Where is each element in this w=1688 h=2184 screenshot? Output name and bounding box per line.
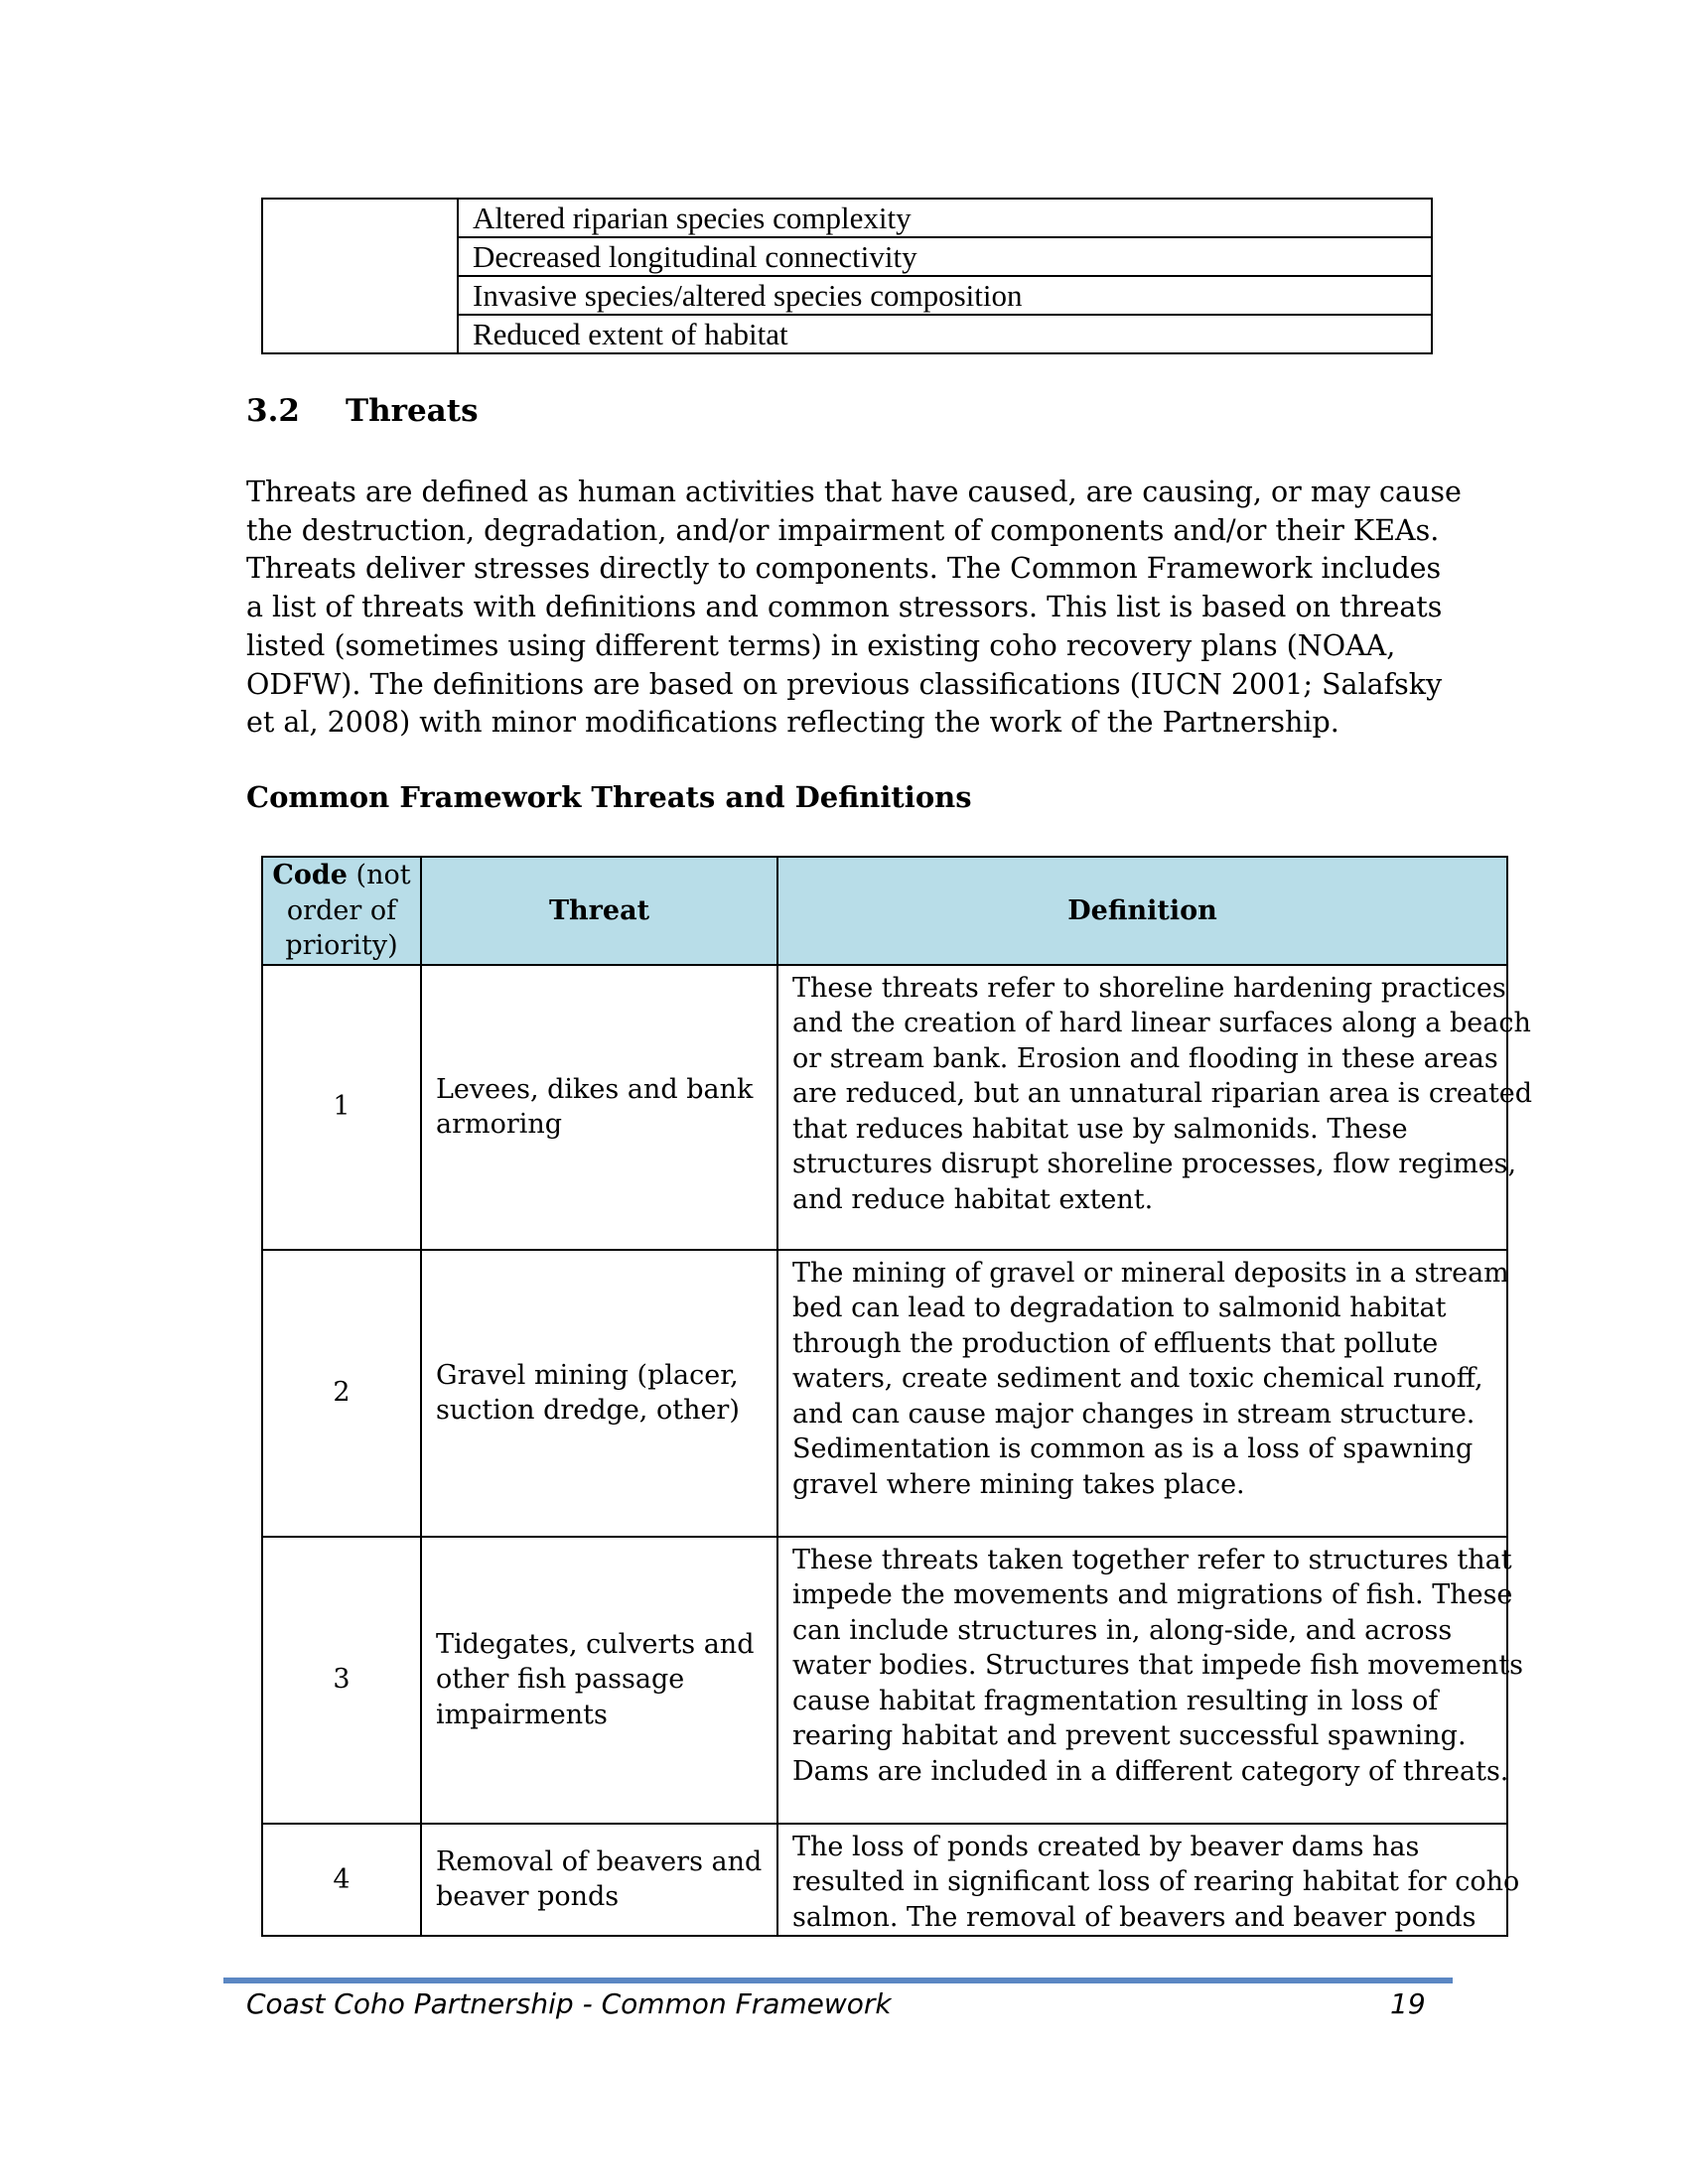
table-row [262,965,1507,1250]
table-cell: Invasive species/altered species composition [458,276,1432,315]
footer-rule [223,1978,1453,1983]
intro-paragraph [246,474,1462,743]
threat-line: armoring [436,1109,563,1140]
threat-line: other fish passage [436,1664,685,1696]
code-cell: 3 [262,1537,421,1824]
threat-cell [421,1537,777,1824]
paragraph-line: the destruction, degradation, and/or impairment of components and/or their KEAs. [246,513,1440,547]
table-title: Common Framework Threats and Definitions [246,780,972,814]
definition-line: Sedimentation is common as is a loss of spawning [792,1433,1474,1464]
section-heading [246,393,479,429]
definition-line: Dams are included in a different category of threats. [792,1755,1509,1787]
code-cell: 1 [262,965,421,1250]
definition-line: and reduce habitat extent. [792,1183,1154,1215]
threat-cell [421,965,777,1250]
definition-line: bed can lead to degradation to salmonid habitat [792,1293,1447,1323]
definition-line: salmon. The removal of beavers and beaver ponds [792,1901,1477,1933]
definition-line: The mining of gravel or mineral deposits in a stream [792,1257,1509,1289]
section-title: Threats [346,393,479,429]
section-number: 3.2 [246,393,300,429]
paragraph-line: Threats are defined as human activities that have caused, are causing, or may cause [246,476,1462,508]
table-row [262,1824,1507,1937]
definition-line: waters, create sediment and toxic chemical runoff, [792,1363,1483,1394]
definition-cell [777,965,1533,1250]
definition-line: and the creation of hard linear surfaces along a beach [792,1008,1531,1038]
header-code-bold: Code [272,860,348,890]
definition-line: impede the movements and migrations of fish. These [792,1579,1513,1610]
code-cell: 2 [262,1250,421,1537]
table-row [262,1250,1507,1537]
table-row [262,199,1432,237]
definition-line: can include structures in, along-side, and across [792,1614,1453,1646]
code-cell: 4 [262,1824,421,1937]
definition-line: and can cause major changes in stream structure. [792,1398,1476,1430]
definition-line: The loss of ponds created by beaver dams has [792,1831,1420,1862]
definition-line: These threats taken together refer to structures that [792,1544,1512,1575]
table-header-row [262,857,1507,965]
definition-cell [777,1537,1524,1824]
definition-cell [777,1824,1520,1937]
threat-line: beaver ponds [436,1881,620,1913]
threats-table [261,856,1533,1937]
header-code-line2: order of [286,894,397,926]
threat-line: Removal of beavers and [436,1845,763,1877]
definition-line: that reduces habitat use by salmonids. These [792,1113,1408,1145]
paragraph-line: Threats deliver stresses directly to components. The Common Framework includes [246,552,1442,586]
threat-line: suction dredge, other) [436,1395,740,1426]
definition-line: or stream bank. Erosion and flooding in these areas [792,1042,1498,1074]
table-row [262,1537,1507,1824]
threat-cell [421,1824,777,1937]
header-code-rest: (not [347,860,411,890]
threat-line: impairments [436,1699,608,1730]
threat-cell [421,1250,777,1537]
definition-line: These threats refer to shoreline hardening practices [792,972,1506,1004]
paragraph-line: ODFW). The definitions are based on previous classifications (IUCN 2001; Salafsky [246,667,1443,701]
definition-line: resulted in significant loss of rearing habitat for coho [792,1866,1520,1897]
header-definition: Definition [777,857,1507,965]
definition-line: gravel where mining takes place. [792,1468,1245,1500]
paragraph-line: et al, 2008) with minor modifications reflecting the work of the Partnership. [246,706,1339,740]
header-threat: Threat [421,857,777,965]
definition-line: cause habitat fragmentation resulting in loss of [792,1685,1439,1716]
footer-title: Coast Coho Partnership - Common Framework [246,1987,892,2020]
table-cell: Decreased longitudinal connectivity [458,237,1432,276]
empty-cell [262,199,458,353]
table-cell: Altered riparian species complexity [458,199,1432,237]
definition-line: through the production of effluents that pollute [792,1327,1439,1359]
paragraph-line: a list of threats with definitions and common stressors. This list is based on threats [246,591,1443,624]
table-cell: Reduced extent of habitat [458,315,1432,353]
definition-line: rearing habitat and prevent successful spawning. [792,1720,1467,1751]
page-number: 19 [1390,1987,1426,2020]
threat-line: Levees, dikes and bank [436,1073,754,1105]
definition-line: water bodies. Structures that impede fish movements [792,1650,1524,1681]
definition-line: structures disrupt shoreline processes, flow regimes, [792,1149,1517,1179]
continued-stress-table [261,198,1433,354]
paragraph-line: listed (sometimes using different terms) in existing coho recovery plans (NOAA, [246,628,1396,662]
threat-line: Tidegates, culverts and [436,1628,755,1660]
definition-line: are reduced, but an unnatural riparian area is created [792,1078,1533,1109]
header-code [262,857,421,965]
header-code-line3: priority) [285,930,398,961]
definition-cell [777,1250,1507,1537]
threat-line: Gravel mining (placer, [436,1359,739,1391]
